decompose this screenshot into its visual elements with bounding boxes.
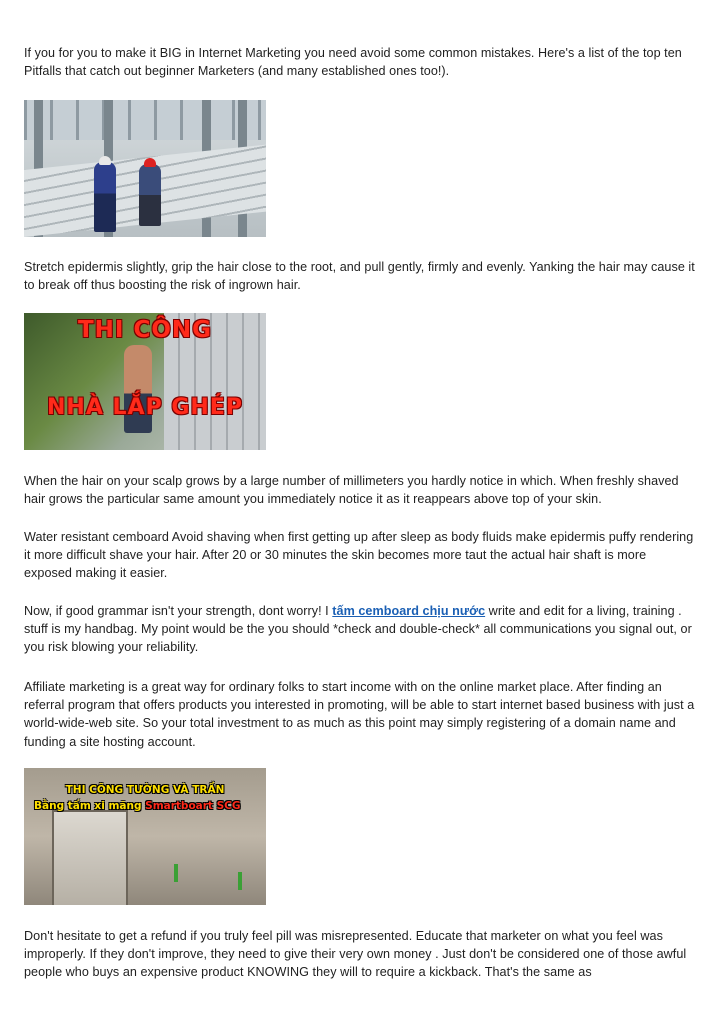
- photo-caption-line1: THI CÔNG: [77, 317, 213, 343]
- paragraph-intro: If you for you to make it BIG in Internet Marketing you need avoid some common mistakes. Here's a list of the top ten Pitfalls that catch out beginner Marketers (and many established ones too!).: [24, 46, 682, 79]
- paragraph-refund: Don't hesitate to get a refund if you truly feel pill was misrepresented. Educate that marketer on what you feel was improperly. If they don't improve, they need to give their very own money . Just don't be considered one of those awful people who buys an expensive product KNOWING they will to require a kickback. That's the same as: [24, 929, 687, 980]
- cemboard-link[interactable]: tấm cemboard chịu nước: [332, 604, 486, 618]
- paragraph-stretch: Stretch epidermis slightly, grip the hair close to the root, and pull gently, firmly and evenly. Yanking the hair may cause it to break off thus boosting the risk of ingrown hair.: [24, 260, 695, 293]
- paragraph-grammar-end: write and edit for a living, training . stuff is my handbag. My point would be the you should *check and double-check* all communications you signal out, or you risk blowing your reliability.: [24, 604, 692, 655]
- paragraph-grammar-start: Now, if good grammar isn't your strength, dont worry! I: [24, 604, 333, 618]
- photo-caption-line1: THI CÔNG TƯỜNG VÀ TRẦN: [65, 784, 225, 796]
- construction-wall-photo: [24, 100, 266, 237]
- paragraph-affiliate: Affiliate marketing is a great way for ordinary folks to start income with on the online market place. After finding an referral program that offers products you interested in promoting, will be able to start internet based business with just a world-wide-web site. So your total investment to as much as this point may simply registering of a domain name and funding a site hosting account.: [24, 680, 695, 749]
- smartboard-wall-photo: [24, 768, 266, 905]
- photo-caption-line2: NHÀ LẮP GHÉP: [47, 395, 243, 420]
- paragraph-hair-scalp: When the hair on your scalp grows by a large number of millimeters you hardly notice in which. When freshly shaved hair grows the particular same amount you immediately notice it as it reappears above top of your skin.: [24, 474, 679, 507]
- paragraph-cemboard: Water resistant cemboard Avoid shaving when first getting up after sleep as body fluids make epidermis puffy rendering it more difficult shave your hair. After 20 or 30 minutes the skin becomes more taut the actual hair shaft is more exposed making it easier.: [24, 530, 694, 581]
- paragraph-grammar: [24, 602, 696, 657]
- photo-caption-line2: Bằng tấm xi măng Smartboart SCG: [34, 800, 241, 812]
- prefab-house-photo: [24, 313, 266, 450]
